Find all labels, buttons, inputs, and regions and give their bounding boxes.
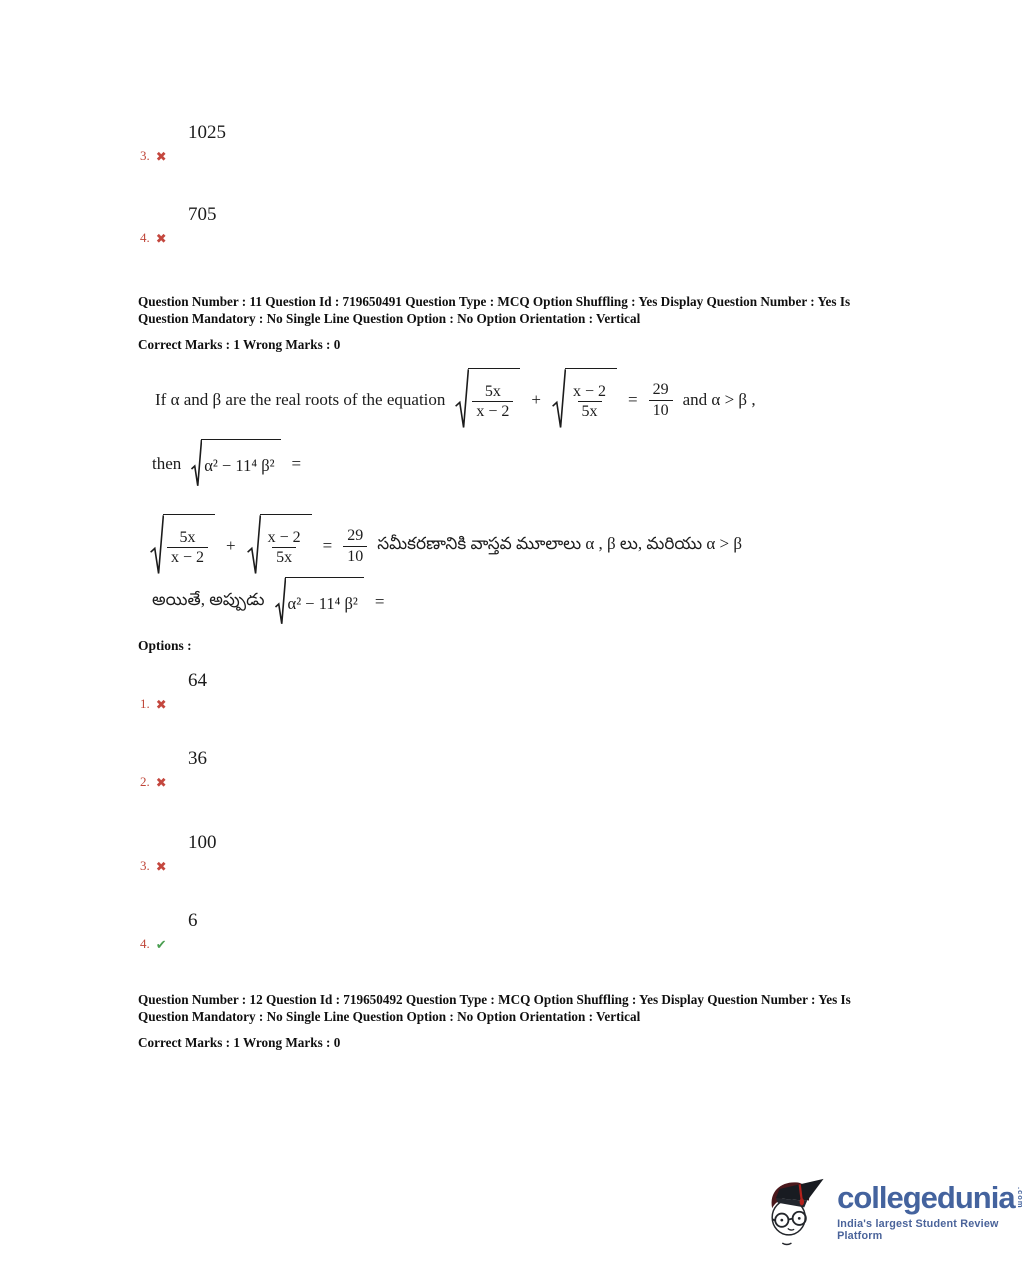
sqrt-radical <box>191 439 280 489</box>
prev-option-3 <box>140 122 226 164</box>
radical-sign-icon <box>247 514 261 578</box>
option-number: 2. <box>140 774 150 789</box>
meta-line: Question Number : 11 Question Id : 719650491 Question Type : MCQ Option Shuffling : Yes Display Question Number : Yes Is <box>138 294 851 309</box>
correct-mark-icon: ✔ <box>155 936 167 952</box>
wrong-mark-icon: ✖ <box>155 696 167 712</box>
collegedunia-mascot-icon <box>763 1170 829 1252</box>
radicand: α² − 11⁴ β² <box>201 439 280 489</box>
sqrt-radical <box>552 368 617 432</box>
radical-sign-icon <box>150 514 164 578</box>
option-number: 4. <box>140 936 150 951</box>
sqrt-radical <box>247 514 312 578</box>
question-text-telugu: సమీకరణానికి వాస్తవ మూలాలు α , β లు, మరియు α > β <box>377 534 743 553</box>
sqrt-radical <box>150 514 215 578</box>
radical-sign-icon <box>455 368 469 432</box>
question11-metadata <box>138 293 900 353</box>
collegedunia-domain-text: .com <box>1016 1186 1025 1209</box>
option-value: 64 <box>188 670 207 691</box>
plus-operator: + <box>226 536 236 555</box>
fraction-denominator: 5x <box>272 547 296 567</box>
option-value: 100 <box>188 832 217 853</box>
prev-option-4 <box>140 204 217 246</box>
option-value: 1025 <box>188 122 226 143</box>
question11-telugu-line <box>150 512 742 580</box>
equals-sign: = <box>291 454 302 473</box>
meta-line: Question Number : 12 Question Id : 719650492 Question Type : MCQ Option Shuffling : Yes Display Question Number : Yes Is <box>138 992 851 1007</box>
fraction-denominator: 5x <box>578 401 602 421</box>
radicand: α² − 11⁴ β² <box>285 577 364 627</box>
fraction-numerator: x − 2 <box>267 528 301 546</box>
wrong-mark-icon: ✖ <box>155 858 167 874</box>
collegedunia-brand-text: collegedunia <box>837 1180 1015 1215</box>
fraction-numerator: 29 <box>652 381 669 399</box>
fraction-denominator: x − 2 <box>167 547 208 567</box>
question-text: and α > β , <box>682 390 756 409</box>
option-value: 6 <box>188 910 198 931</box>
collegedunia-logo <box>763 1170 1025 1252</box>
equals-sign: = <box>322 536 333 555</box>
question-text: If α and β are the real roots of the equation <box>155 390 446 409</box>
plus-operator: + <box>531 390 542 409</box>
option-4 <box>140 910 198 952</box>
question12-metadata <box>138 991 900 1051</box>
sqrt-radical <box>275 577 364 627</box>
option-number: 3. <box>140 858 150 873</box>
rhs-fraction <box>649 380 673 419</box>
equals-sign: = <box>374 592 385 611</box>
sqrt-radical <box>455 368 520 432</box>
option-value: 36 <box>188 748 207 769</box>
meta-line: Question Mandatory : No Single Line Question Option : No Option Orientation : Vertical <box>138 311 641 327</box>
fraction-numerator: 5x <box>179 528 196 546</box>
question11-english-then-line <box>152 446 302 482</box>
meta-line: Question Mandatory : No Single Line Question Option : No Option Orientation : Vertical <box>138 1009 641 1025</box>
fraction-denominator: x − 2 <box>472 401 513 421</box>
fraction-denominator: 10 <box>649 400 673 420</box>
option-2 <box>140 748 207 790</box>
fraction-numerator: x − 2 <box>573 382 607 400</box>
radical-sign-icon <box>552 368 566 432</box>
wrong-mark-icon: ✖ <box>155 774 167 790</box>
options-label: Options : <box>138 638 192 653</box>
question11-telugu-then-line <box>152 584 385 620</box>
fraction-numerator: 29 <box>347 527 364 545</box>
fraction-denominator: 10 <box>343 546 367 566</box>
marks-line: Correct Marks : 1 Wrong Marks : 0 <box>138 1034 341 1050</box>
fraction-numerator: 5x <box>484 382 501 400</box>
wrong-mark-icon: ✖ <box>155 230 167 246</box>
question11-english-line <box>155 366 756 434</box>
option-number: 3. <box>140 148 150 163</box>
option-value: 705 <box>188 204 217 225</box>
question-text-telugu: అయితే, అప్పుడు <box>152 590 265 609</box>
option-number: 4. <box>140 230 150 245</box>
equals-sign: = <box>628 390 638 409</box>
option-3 <box>140 832 217 874</box>
marks-line: Correct Marks : 1 Wrong Marks : 0 <box>138 336 341 352</box>
option-number: 1. <box>140 696 150 711</box>
question-text: then <box>152 454 182 473</box>
option-1 <box>140 670 207 712</box>
rhs-fraction <box>343 526 367 565</box>
wrong-mark-icon: ✖ <box>155 148 167 164</box>
collegedunia-tagline: India's largest Student Review Platform <box>837 1218 999 1242</box>
